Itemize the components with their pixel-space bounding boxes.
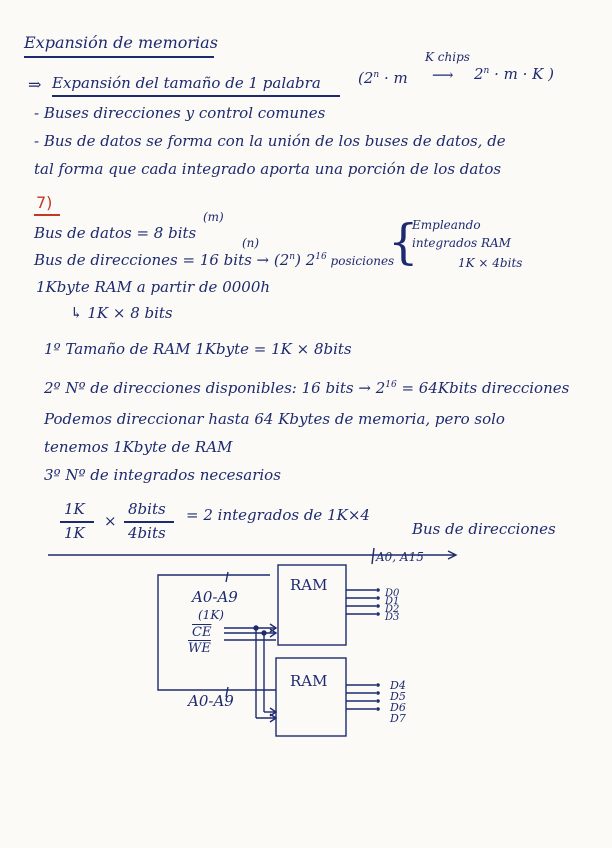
- data-out-d6: D6: [390, 701, 406, 714]
- fraction-n2: 8bits: [128, 500, 166, 518]
- step-1: 1º Tamaño de RAM 1Kbyte = 1K × 8bits: [44, 340, 352, 358]
- using-note-1: Empleando: [412, 218, 481, 232]
- step-2: 2º Nº de direcciones disponibles: 16 bits → $2^{16}$ = 64Kbits direcciones: [44, 379, 570, 397]
- page-title: Expansión de memorias: [24, 33, 218, 52]
- fraction-d2: 4bits: [128, 524, 166, 542]
- we-label: $\overline{WE}$: [188, 641, 211, 656]
- using-note-2: integrados RAM: [412, 236, 511, 250]
- bus-label: Bus de direcciones: [412, 520, 556, 538]
- heading-formula-arrow: ⟶: [432, 66, 454, 84]
- bus-slash: [372, 548, 374, 564]
- data-out-d7: D7: [390, 712, 406, 725]
- addr-label-2: A0-A9: [188, 692, 234, 710]
- heading-formula-right: $2^n \cdot m \cdot K$ ): [474, 65, 555, 83]
- data-out-d2: D2: [385, 604, 400, 615]
- fraction-times: ×: [104, 512, 117, 530]
- addr-slash-1: [226, 572, 228, 582]
- using-note-brace: {: [388, 214, 419, 270]
- ram-chip-2-label: RAM: [290, 672, 328, 690]
- heading-formula-above-arrow: K chips: [425, 50, 470, 64]
- ram-line: 1Kbyte RAM a partir de 0000h: [36, 278, 271, 296]
- data-bus-label: Bus de datos = 8 bits: [34, 224, 197, 242]
- bullet-3: tal forma que cada integrado aporta una porción de los datos: [34, 160, 502, 178]
- address-bus-sup: (n): [242, 236, 260, 250]
- data-out-d0: D0: [385, 588, 400, 599]
- ram-chip-1-label: RAM: [290, 576, 328, 594]
- addr-label-1: A0-A9: [192, 588, 238, 606]
- bus-range: A0, A15: [376, 550, 424, 564]
- ce-label: $\overline{CE}$: [192, 625, 212, 640]
- fraction-result: = 2 integrados de 1K×4: [186, 506, 370, 524]
- ram-chip-2: [276, 658, 346, 736]
- heading-formula-left: ($2^n \cdot m$: [358, 69, 408, 87]
- step-2-note-2: tenemos 1Kbyte de RAM: [44, 438, 233, 456]
- using-note-3: 1K × 4bits: [458, 256, 523, 270]
- problem-number: 7): [36, 193, 53, 212]
- data-out-d3: D3: [385, 612, 400, 623]
- data-out-d5: D5: [390, 690, 406, 703]
- addr-sub-1: (1K): [198, 608, 224, 622]
- step-2-note-1: Podemos direccionar hasta 64 Kbytes de memoria, pero solo: [44, 410, 505, 428]
- data-bus-sup: (m): [203, 210, 224, 224]
- heading-arrow: ⇒: [28, 75, 42, 94]
- bullet-2: - Bus de datos se forma con la unión de los buses de datos, de: [34, 132, 506, 150]
- data-out-d4: D4: [390, 679, 406, 692]
- fraction-n1: 1K: [64, 500, 85, 518]
- fraction-d1: 1K: [64, 524, 85, 542]
- step-3: 3º Nº de integrados necesarios: [44, 466, 281, 484]
- data-out-d1: D1: [385, 596, 400, 607]
- ram-sub: ↳ 1K × 8 bits: [70, 304, 173, 322]
- address-bus-label: Bus de direcciones = 16 bits → $(2^n)$ $2^{16}$ posiciones: [34, 251, 395, 269]
- bullet-1: - Buses direcciones y control comunes: [34, 104, 326, 122]
- heading-text: Expansión del tamaño de 1 palabra: [52, 74, 321, 92]
